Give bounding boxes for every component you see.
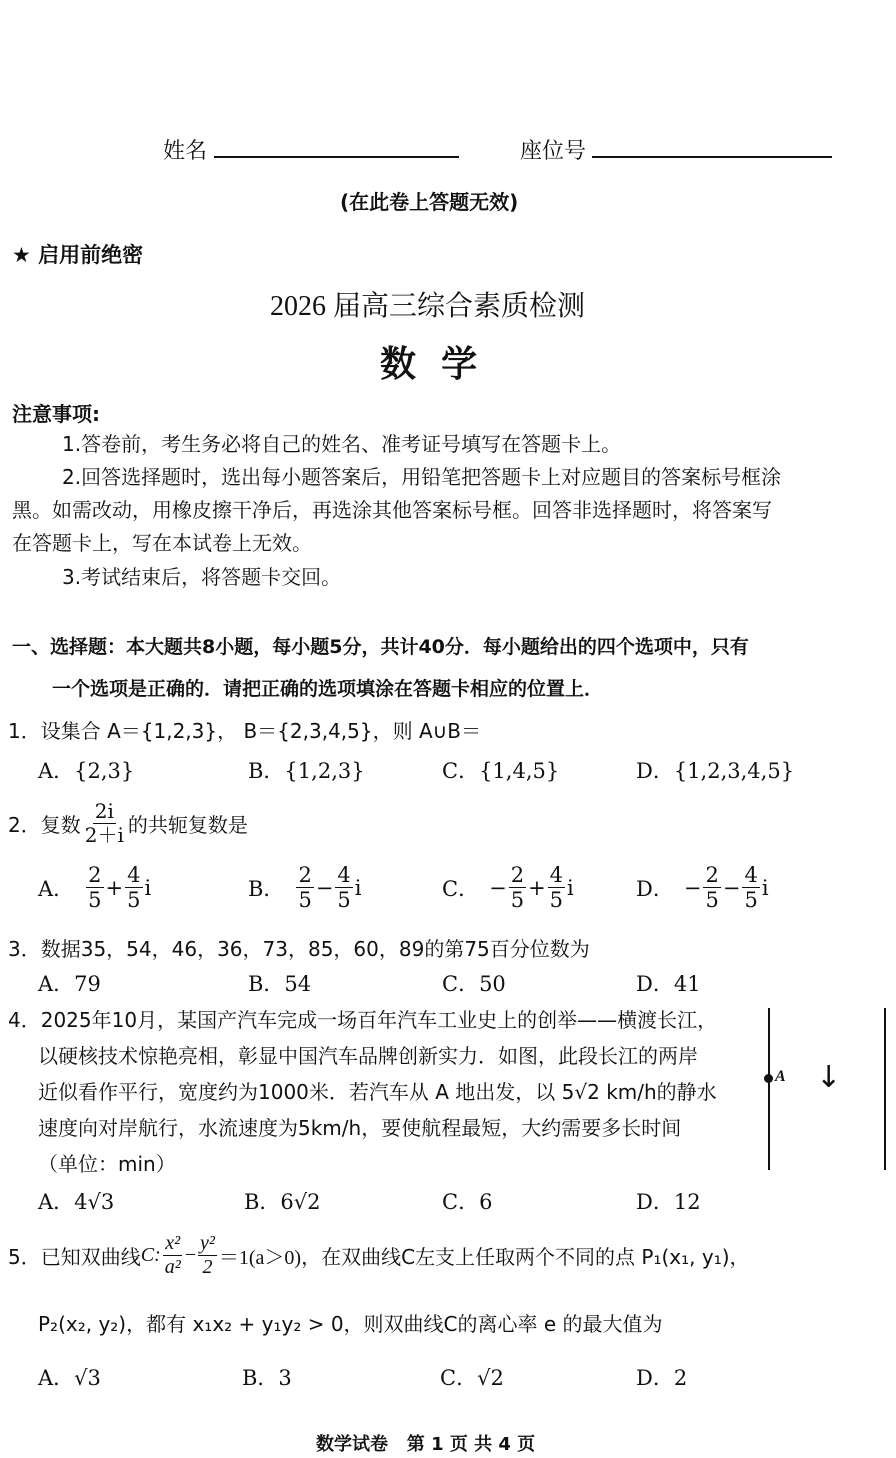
q2-suffix: 的共轭复数是 xyxy=(127,813,248,837)
q2-c-d2: 5 xyxy=(549,888,564,913)
q2-option-c xyxy=(442,863,574,912)
instruction-2-cont: 黑。如需改动，用橡皮擦干净后，再选涂其他答案标号框。回答非选择题时，将答案写 xyxy=(12,498,772,522)
q5-x2: x² xyxy=(165,1232,181,1254)
q2-c-sign: − xyxy=(489,875,507,900)
q5-option-b: B．3 xyxy=(242,1366,292,1390)
q2-option-d xyxy=(636,863,769,912)
q2-c-i: i xyxy=(567,875,574,900)
q3-option-a: A．79 xyxy=(38,972,101,996)
q2-a-op: + xyxy=(105,875,124,900)
point-a-label: A xyxy=(775,1068,786,1085)
seat-label: 座位号 xyxy=(520,139,587,164)
q4-option-c: C．6 xyxy=(442,1190,493,1214)
q2-stem xyxy=(8,800,248,847)
q2-b-n1: 2 xyxy=(298,863,312,887)
q3-option-c: C．50 xyxy=(442,972,506,996)
q4-line-3: 近似看作平行，宽度约为1000米．若汽车从 A 地出发，以 5√2 km/h的静水 xyxy=(38,1080,717,1104)
q5-option-a: A．√3 xyxy=(38,1366,101,1390)
q1-option-b: B．{1,2,3} xyxy=(248,759,365,783)
q1-stem: 1．设集合 A＝{1,2,3}， B＝{2,3,4,5}，则 A∪B＝ xyxy=(8,719,481,743)
current-arrow-icon: ↓ xyxy=(816,1060,842,1095)
section1-line1: 一、选择题：本大题共8小题，每小题5分，共计40分．每小题给出的四个选项中，只有 xyxy=(12,636,749,658)
q2-option-b-label: B． xyxy=(248,876,285,901)
q2-b-n2: 4 xyxy=(337,863,351,887)
q2-c-n1: 2 xyxy=(510,863,525,887)
instruction-2-cont2: 在答题卡上，写在本试卷上无效。 xyxy=(12,531,312,555)
q2-option-c-label: C． xyxy=(442,876,480,901)
instruction-1: 1.答卷前，考生务必将自己的姓名、准考证号填写在答题卡上。 xyxy=(62,432,622,456)
q3-stem: 3．数据35，54，46，36，73，85，60，89的第75百分位数为 xyxy=(8,937,590,961)
exam-title: 2026 届高三综合素质检测 xyxy=(270,291,586,322)
q1-option-a: A．{2,3} xyxy=(38,759,135,783)
q2-d-op: − xyxy=(722,875,741,900)
q2-a-d1: 5 xyxy=(88,888,102,913)
q2-a-n2: 4 xyxy=(127,863,141,887)
q5-option-d: D．2 xyxy=(636,1366,688,1390)
q4-line-2: 以硬核技术惊艳亮相，彰显中国汽车品牌创新实力．如图，此段长江的两岸 xyxy=(38,1044,698,1068)
q4-line-5: （单位：min） xyxy=(38,1152,176,1176)
q2-prefix: 2．复数 xyxy=(8,813,81,837)
q2-frac-den: 2＋i xyxy=(84,823,124,847)
q4-option-a: A．4√3 xyxy=(38,1190,115,1214)
q2-a-n1: 2 xyxy=(88,863,102,887)
q2-d-n1: 2 xyxy=(705,863,719,887)
q2-fraction xyxy=(83,800,126,847)
q3-option-b: B．54 xyxy=(248,972,312,996)
page-footer: 数学试卷 第 1 页 共 4 页 xyxy=(316,1434,536,1455)
q2-d-n2: 4 xyxy=(744,863,758,887)
q2-b-d2: 5 xyxy=(337,888,351,913)
q2-a-i: i xyxy=(144,875,152,900)
q5-two: 2 xyxy=(202,1256,213,1278)
q2-option-b xyxy=(248,863,362,912)
point-a-dot xyxy=(764,1074,773,1083)
q5-frac-y xyxy=(198,1232,217,1279)
name-blank-line xyxy=(214,156,459,158)
seat-blank-line xyxy=(592,156,832,158)
q2-a-d2: 5 xyxy=(127,888,141,913)
q5-curve-name: C: xyxy=(140,1244,161,1266)
q2-option-a xyxy=(38,863,151,912)
q5-line-2: P₂(x₂, y₂)，都有 x₁x₂ + y₁y₂ > 0，则双曲线C的离心率 e 的最大值为 xyxy=(38,1312,663,1336)
q5-prefix: 5．已知双曲线 xyxy=(8,1245,141,1269)
instructions-heading: 注意事项: xyxy=(12,402,100,426)
section1-line2: 一个选项是正确的．请把正确的选项填涂在答题卡相应的位置上． xyxy=(52,678,604,700)
q2-c-n2: 4 xyxy=(549,863,564,887)
instruction-2: 2.回答选择题时，选出每小题答案后，用铅笔把答题卡上对应题目的答案标号框涂 xyxy=(62,465,782,489)
q2-option-a-label: A． xyxy=(38,876,75,901)
q2-d-d1: 5 xyxy=(705,888,719,913)
q4-line-4: 速度向对岸航行，水流速度为5km/h，要使航程最短，大约需要多长时间 xyxy=(38,1116,682,1140)
q4-option-d: D．12 xyxy=(636,1190,701,1214)
secret-label: ★ 启用前绝密 xyxy=(12,243,144,267)
q4-option-b: B．6√2 xyxy=(244,1190,321,1214)
q5-option-c: C．√2 xyxy=(440,1366,504,1390)
q2-d-i: i xyxy=(761,875,769,900)
q5-a2: a² xyxy=(164,1256,181,1278)
invalid-notice: (在此卷上答题无效) xyxy=(340,190,519,214)
q2-b-d1: 5 xyxy=(298,888,312,913)
q1-option-c: C．{1,4,5} xyxy=(442,759,560,783)
q5-eq: ＝1(a＞0) xyxy=(218,1247,302,1269)
q5-frac-x xyxy=(163,1232,183,1279)
q2-c-op: + xyxy=(528,875,546,900)
q2-frac-num: 2i xyxy=(94,799,114,823)
q3-option-d: D．41 xyxy=(636,972,701,996)
q1-option-d: D．{1,2,3,4,5} xyxy=(636,759,795,783)
river-bank-right xyxy=(884,1008,886,1170)
q5-line1-suffix: ，在双曲线C左支上任取两个不同的点 P₁(x₁, y₁)， xyxy=(301,1245,750,1269)
instruction-3: 3.考试结束后，将答题卡交回。 xyxy=(62,565,342,589)
q2-d-sign: − xyxy=(683,875,702,900)
river-bank-left xyxy=(768,1008,770,1170)
q2-b-i: i xyxy=(354,875,362,900)
q2-d-d2: 5 xyxy=(744,888,758,913)
q2-b-op: − xyxy=(315,875,334,900)
q5-y2: y² xyxy=(200,1232,215,1254)
q2-option-d-label: D． xyxy=(636,876,674,901)
subject-title: 数 学 xyxy=(380,344,478,385)
q5-minus: − xyxy=(184,1244,197,1266)
name-label: 姓名 xyxy=(163,139,208,164)
q5-line-1 xyxy=(8,1232,750,1279)
q4-line-1: 4．2025年10月，某国产汽车完成一场百年汽车工业史上的创举——横渡长江， xyxy=(8,1008,718,1032)
q2-c-d1: 5 xyxy=(510,888,525,913)
